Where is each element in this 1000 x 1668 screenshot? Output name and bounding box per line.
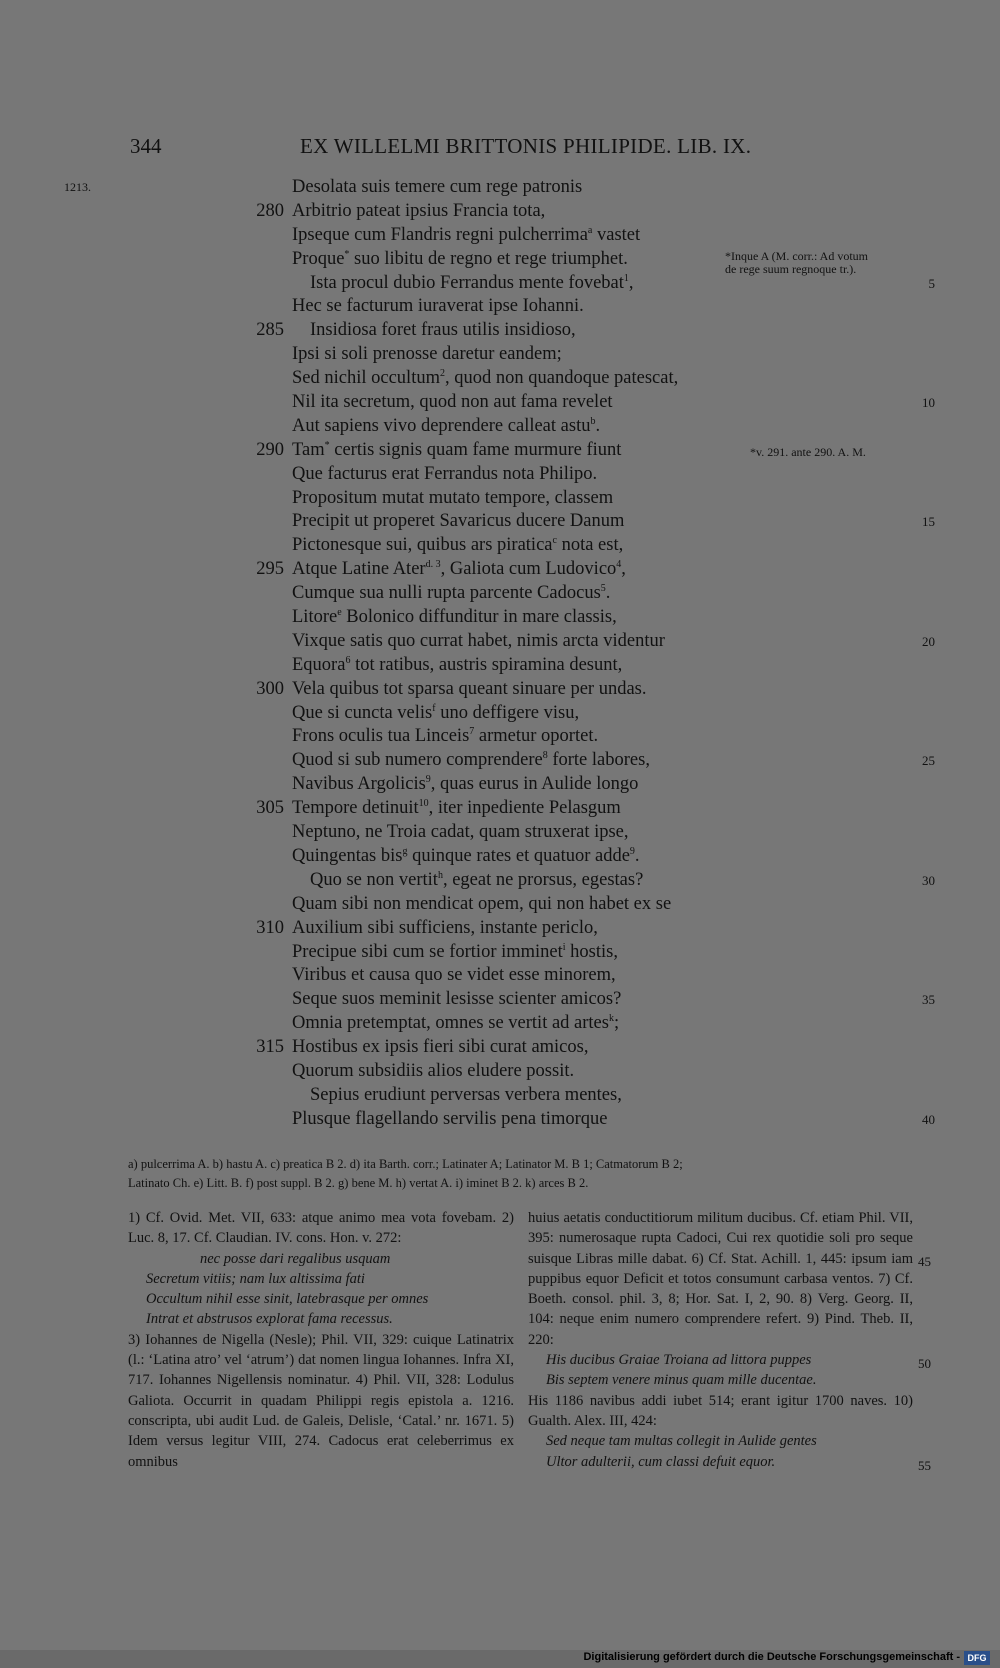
verse-text xyxy=(292,725,598,749)
verse-fragment: Vixque satis quo currat habet, nimis arcta videntur xyxy=(292,630,665,651)
verse-fragment: Quo se non vertit xyxy=(310,869,438,890)
verse-line xyxy=(0,487,1000,511)
verse-fragment: hostis, xyxy=(565,941,618,962)
page-header xyxy=(0,134,1000,164)
verse-text xyxy=(292,200,545,224)
verse-fragment: Atque Latine Ater xyxy=(292,559,426,580)
verse-line xyxy=(0,510,1000,534)
verse-fragment: Aut sapiens vivo deprendere calleat astu xyxy=(292,415,591,436)
note-marker: c xyxy=(552,535,557,547)
verse-fragment: forte labores, xyxy=(547,750,650,771)
note-marker: e xyxy=(337,606,342,618)
verse-fragment: Omnia pretemptat, omnes se vertit ad artes xyxy=(292,1013,609,1034)
margin-line-count: 20 xyxy=(922,633,935,649)
dfg-logo: DFG xyxy=(964,1651,990,1665)
verse-text xyxy=(292,463,597,487)
verse-fragment: Nil ita secretum, quod non aut fama revelet xyxy=(292,392,613,413)
note-marker: 8 xyxy=(542,750,548,762)
note-marker: 4 xyxy=(616,559,622,571)
verse-fragment: armetur oportet. xyxy=(474,726,599,747)
margin-line-count: 10 xyxy=(922,395,935,411)
verse-fragment: Que si cuncta velis xyxy=(292,702,433,723)
year-margin: 1213. xyxy=(64,180,91,194)
verse-text xyxy=(292,415,600,439)
verse-fragment: Sed nichil occultum xyxy=(292,368,440,389)
verse-fragment: Vela quibus tot sparsa queant sinuare per undas. xyxy=(292,678,647,699)
verse-text xyxy=(292,845,640,869)
verse-text xyxy=(292,439,621,463)
verse-line xyxy=(0,725,1000,749)
verse-fragment: Precipue sibi cum se fortior imminet xyxy=(292,941,563,962)
verse-text xyxy=(292,1108,607,1132)
note-line-mark: 50 xyxy=(918,1356,931,1371)
note-line-mark: 45 xyxy=(918,1254,931,1269)
verse-number: 295 xyxy=(256,559,284,580)
verse-line xyxy=(0,630,1000,654)
verse-line xyxy=(0,319,1000,343)
note-marker: 7 xyxy=(469,726,475,738)
verse-text xyxy=(292,248,628,272)
verse-line xyxy=(0,821,1000,845)
verse-fragment: suo libitu de regno et rege triumphet. xyxy=(349,248,628,269)
verse-text xyxy=(292,702,579,726)
verse-text xyxy=(292,224,640,248)
verse-line xyxy=(0,343,1000,367)
verse-text xyxy=(292,821,629,845)
verse-text xyxy=(292,558,626,582)
verse-line xyxy=(0,224,1000,248)
note-marker: k xyxy=(608,1013,614,1025)
verse-text xyxy=(292,773,638,797)
note-marker: d. 3 xyxy=(425,559,441,571)
verse-line xyxy=(0,1036,1000,1060)
verse-fragment: Seque suos meminit lesisse scienter amicos? xyxy=(292,989,622,1010)
verse-fragment: Proque xyxy=(292,248,345,269)
note-marker: * xyxy=(324,439,330,451)
verse-line xyxy=(0,558,1000,582)
verse-number: 310 xyxy=(256,917,284,938)
verse-text xyxy=(292,678,647,702)
verse-line xyxy=(0,606,1000,630)
verse-line xyxy=(0,176,1000,200)
verse-fragment: Hostibus ex ipsis fieri sibi curat amicos, xyxy=(292,1037,589,1058)
verse-fragment: Navibus Argolicis xyxy=(292,774,426,795)
verse-line xyxy=(0,1108,1000,1132)
verse-number: 280 xyxy=(256,200,284,221)
note-marker: h xyxy=(437,869,443,881)
verse-line xyxy=(0,964,1000,988)
verse-text xyxy=(292,606,617,630)
verse-fragment: Pictonesque sui, quibus ars piratica xyxy=(292,535,553,556)
verse-line xyxy=(0,463,1000,487)
verse-number: 290 xyxy=(256,439,284,460)
note-marker: f xyxy=(432,702,436,714)
verse-fragment: Ista procul dubio Ferrandus mente fovebat xyxy=(310,272,624,293)
verse-text xyxy=(292,176,582,200)
verse-text xyxy=(292,988,621,1012)
verse-fragment: Desolata suis temere cum rege patronis xyxy=(292,177,583,197)
verse-line xyxy=(0,534,1000,558)
verse-fragment: Precipit ut properet Savaricus ducere Danum xyxy=(292,511,625,532)
verse-line xyxy=(0,797,1000,821)
verse-line xyxy=(0,391,1000,415)
verse-line xyxy=(0,654,1000,678)
note-marker: a xyxy=(587,224,593,236)
footnotes-right: huius aetatis conductitiorum militum ducibus. Cf. etiam Phil. VII, 395: numerosaque rupta Cadoci, Cui rex quotidie soli pro seque suisque Libras mille dabat. 6) Cf. Stat. Achill. 1, 445: ipsum iam puppibus equor Deficit et totos consumunt carbasa ventos. 7) Cf. Boeth. consol. phil. 3, 8; Hor. Sat. I, 2, 90. 8) Verg. Georg. II, 104: neque enim numero comprendere refert. 9) Pind. Theb. II, 220: His ducibus Graiae Troiana ad littora puppes Bis septem venere minus quam mille ducentae. His 1186 navibus addi iubet 514; erant igitur 1700 naves. 10) Gualth. Alex. III, 424: Sed neque tam multas collegit in Aulide gentes Ultor adulterii, cum classi defuit equor. xyxy=(528,1210,913,1470)
verse-line xyxy=(0,941,1000,965)
verse-line xyxy=(0,749,1000,773)
verse-fragment: Ipsi si soli prenosse daretur eandem; xyxy=(292,344,562,365)
verse-line xyxy=(0,678,1000,702)
note-marker: g xyxy=(402,845,408,857)
verse-line xyxy=(0,1084,1000,1108)
funding-notice: Digitalisierung gefördert durch die Deutsche Forschungsgemeinschaft - xyxy=(583,1651,960,1663)
verse-text xyxy=(292,654,622,678)
verse-fragment: vastet xyxy=(592,224,641,245)
verse-text xyxy=(292,295,584,319)
note-line-mark: 55 xyxy=(918,1458,931,1473)
verse-fragment: , Galiota cum Ludovico xyxy=(440,559,617,580)
verse-fragment: Quorum subsidiis alios eludere possit. xyxy=(292,1060,575,1081)
verse-text xyxy=(310,869,643,893)
verse-fragment: certis signis quam fame murmure fiunt xyxy=(329,439,622,460)
note-marker: 6 xyxy=(345,654,351,666)
verse-line xyxy=(0,845,1000,869)
verse-text xyxy=(292,582,610,606)
verse-fragment: Frons oculis tua Linceis xyxy=(292,726,470,747)
verse-text xyxy=(310,1084,622,1108)
critical-apparatus: a) pulcerrima A. b) hastu A. c) preatica B 2. d) ita Barth. corr.; Latinater A; Latinator M. B 1; Catmatorum B 2; Latinato Ch. e) Litt. B. f) post suppl. B 2. g) bene M. h) vertat A. i) iminet B 2. k) arces B 2. xyxy=(128,1157,683,1190)
verse-fragment: Propositum mutat mutato tempore, classem xyxy=(292,487,614,508)
verse-number: 305 xyxy=(256,798,284,819)
verse-fragment: Plusque flagellando servilis pena timorque xyxy=(292,1108,608,1129)
verse-text xyxy=(292,893,671,917)
verse-line xyxy=(0,415,1000,439)
verse-fragment: Tempore detinuit xyxy=(292,798,419,819)
verse-line xyxy=(0,200,1000,224)
verse-fragment: Neptuno, ne Troia cadat, quam struxerat ipse, xyxy=(292,822,629,843)
verse-fragment: . xyxy=(605,583,611,604)
verse-text xyxy=(292,534,623,558)
verse-fragment: ; xyxy=(613,1013,620,1034)
verse-line xyxy=(0,702,1000,726)
verse-line xyxy=(0,582,1000,606)
verse-line xyxy=(0,1060,1000,1084)
verse-fragment: Equora xyxy=(292,654,346,675)
margin-line-count: 30 xyxy=(922,872,935,888)
verse-line xyxy=(0,869,1000,893)
verse-fragment: Quam sibi non mendicat opem, qui non habet ex se xyxy=(292,893,672,914)
verse-fragment: Ipseque cum Flandris regni pulcherrima xyxy=(292,224,588,245)
verse-line xyxy=(0,988,1000,1012)
verse-text xyxy=(292,1036,588,1060)
verse-fragment: tot ratibus, austris spiramina desunt, xyxy=(350,654,623,675)
verse-fragment: nota est, xyxy=(556,535,624,556)
note-marker: i xyxy=(562,941,566,953)
verse-fragment: Tam xyxy=(292,439,325,460)
verse-text xyxy=(292,1060,574,1084)
note-marker: 10 xyxy=(418,798,429,809)
verse-fragment: Hec se facturum iuraverat ipse Iohanni. xyxy=(292,296,584,317)
verse-text xyxy=(292,917,598,941)
verse-text xyxy=(292,749,650,773)
margin-line-count: 25 xyxy=(922,753,935,769)
margin-line-count: 40 xyxy=(922,1111,935,1127)
verse-fragment: . xyxy=(634,845,640,866)
verse-fragment: uno deffigere visu, xyxy=(435,702,580,723)
verse-fragment: Sepius erudiunt perversas verbera mentes, xyxy=(310,1084,622,1105)
verse-number: 285 xyxy=(256,320,284,341)
running-title: EX WILLELMI BRITTONIS PHILIPIDE. LIB. IX. xyxy=(300,134,752,158)
verse-text xyxy=(292,630,665,654)
margin-line-count: 35 xyxy=(922,992,935,1008)
verse-fragment: Bolonico diffunditur in mare classis, xyxy=(341,607,617,628)
note-marker: 9 xyxy=(629,845,635,857)
verse-fragment: Auxilium sibi sufficiens, instante periclo, xyxy=(292,917,598,938)
verse-line xyxy=(0,893,1000,917)
verse-text xyxy=(292,1012,619,1036)
verse-fragment: Insidiosa foret fraus utilis insidioso, xyxy=(310,320,576,341)
verse-fragment: Cumque sua nulli rupta parcente Cadocus xyxy=(292,583,601,604)
verse-text xyxy=(292,367,678,391)
verse-fragment: Viribus et causa quo se videt esse minorem, xyxy=(292,965,616,986)
verse-line xyxy=(0,1012,1000,1036)
verse-text xyxy=(292,797,621,821)
verse-fragment: Quingentas bis xyxy=(292,845,403,866)
poem-text xyxy=(0,176,1000,1132)
verse-text xyxy=(292,510,624,534)
side-note-order: *v. 291. ante 290. A. M. xyxy=(750,445,866,459)
verse-text xyxy=(292,343,562,367)
verse-fragment: . xyxy=(595,415,601,436)
verse-fragment: Quod si sub numero comprendere xyxy=(292,750,543,771)
verse-number: 300 xyxy=(256,678,284,699)
note-marker: b xyxy=(590,415,596,427)
note-marker: * xyxy=(344,248,350,260)
verse-fragment: , egeat ne prorsus, egestas? xyxy=(442,869,644,890)
verse-fragment: , xyxy=(621,559,626,580)
margin-line-count: 15 xyxy=(922,514,935,530)
verse-text xyxy=(292,964,616,988)
verse-text xyxy=(310,319,576,343)
verse-text xyxy=(292,487,613,511)
verse-fragment: , xyxy=(628,272,634,293)
verse-fragment: , quas eurus in Aulide longo xyxy=(430,774,639,795)
verse-line xyxy=(0,295,1000,319)
verse-fragment: Litore xyxy=(292,607,338,628)
verse-line xyxy=(0,773,1000,797)
verse-text xyxy=(292,391,613,415)
note-marker: 1 xyxy=(623,272,629,284)
margin-line-count: 5 xyxy=(928,275,935,291)
verse-fragment: Que facturus erat Ferrandus nota Philipo. xyxy=(292,463,598,484)
verse-fragment: quinque rates et quatuor adde xyxy=(407,845,630,866)
note-marker: 9 xyxy=(425,774,431,786)
footnotes-left: 1) Cf. Ovid. Met. VII, 633: atque animo mea vota fovebam. 2) Luc. 8, 17. Cf. Claudian. IV. cons. Hon. v. 272: nec posse dari regalibus usquam Secretum vitiis; nam lux altissima fati Occultum nihil esse sinit, latebrasque per omnes Intrat et abstrusos explorat fama recessus. 3) Iohannes de Nigella (Nesle); Phil. VII, 329: cuique Latinatrix (l.: ‘Latina atro’ vel ‘atrum’) dat nomen lingua Iohannes. Infra XI, 717. Iohannes Nigellensis nominatur. 4) Phil. VII, 328: Lodulus Galiota. Occurrit in quadam Philippi regis epistola a. 1216. conscripta, ubi audit Lud. de Galeis, Delisle, ‘Catal.’ nr. 1671. 5) Idem versus legitur VIII, 274. Cadocus erat celeberrimus ex omnibus xyxy=(128,1210,514,1470)
verse-fragment: , iter inpediente Pelasgum xyxy=(428,798,621,819)
verse-line xyxy=(0,367,1000,391)
verse-fragment: Arbitrio pateat ipsius Francia tota, xyxy=(292,200,546,221)
note-marker: 2 xyxy=(439,367,445,379)
verse-line xyxy=(0,917,1000,941)
side-note-variant: *Inque A (M. corr.: Ad votum de rege suum regnoque tr.). xyxy=(725,249,868,276)
verse-text xyxy=(292,941,618,965)
verse-fragment: , quod non quandoque patescat, xyxy=(444,368,679,389)
page-number: 344 xyxy=(130,134,162,158)
note-marker: 5 xyxy=(600,582,606,594)
verse-text xyxy=(310,272,634,296)
verse-number: 315 xyxy=(256,1037,284,1058)
